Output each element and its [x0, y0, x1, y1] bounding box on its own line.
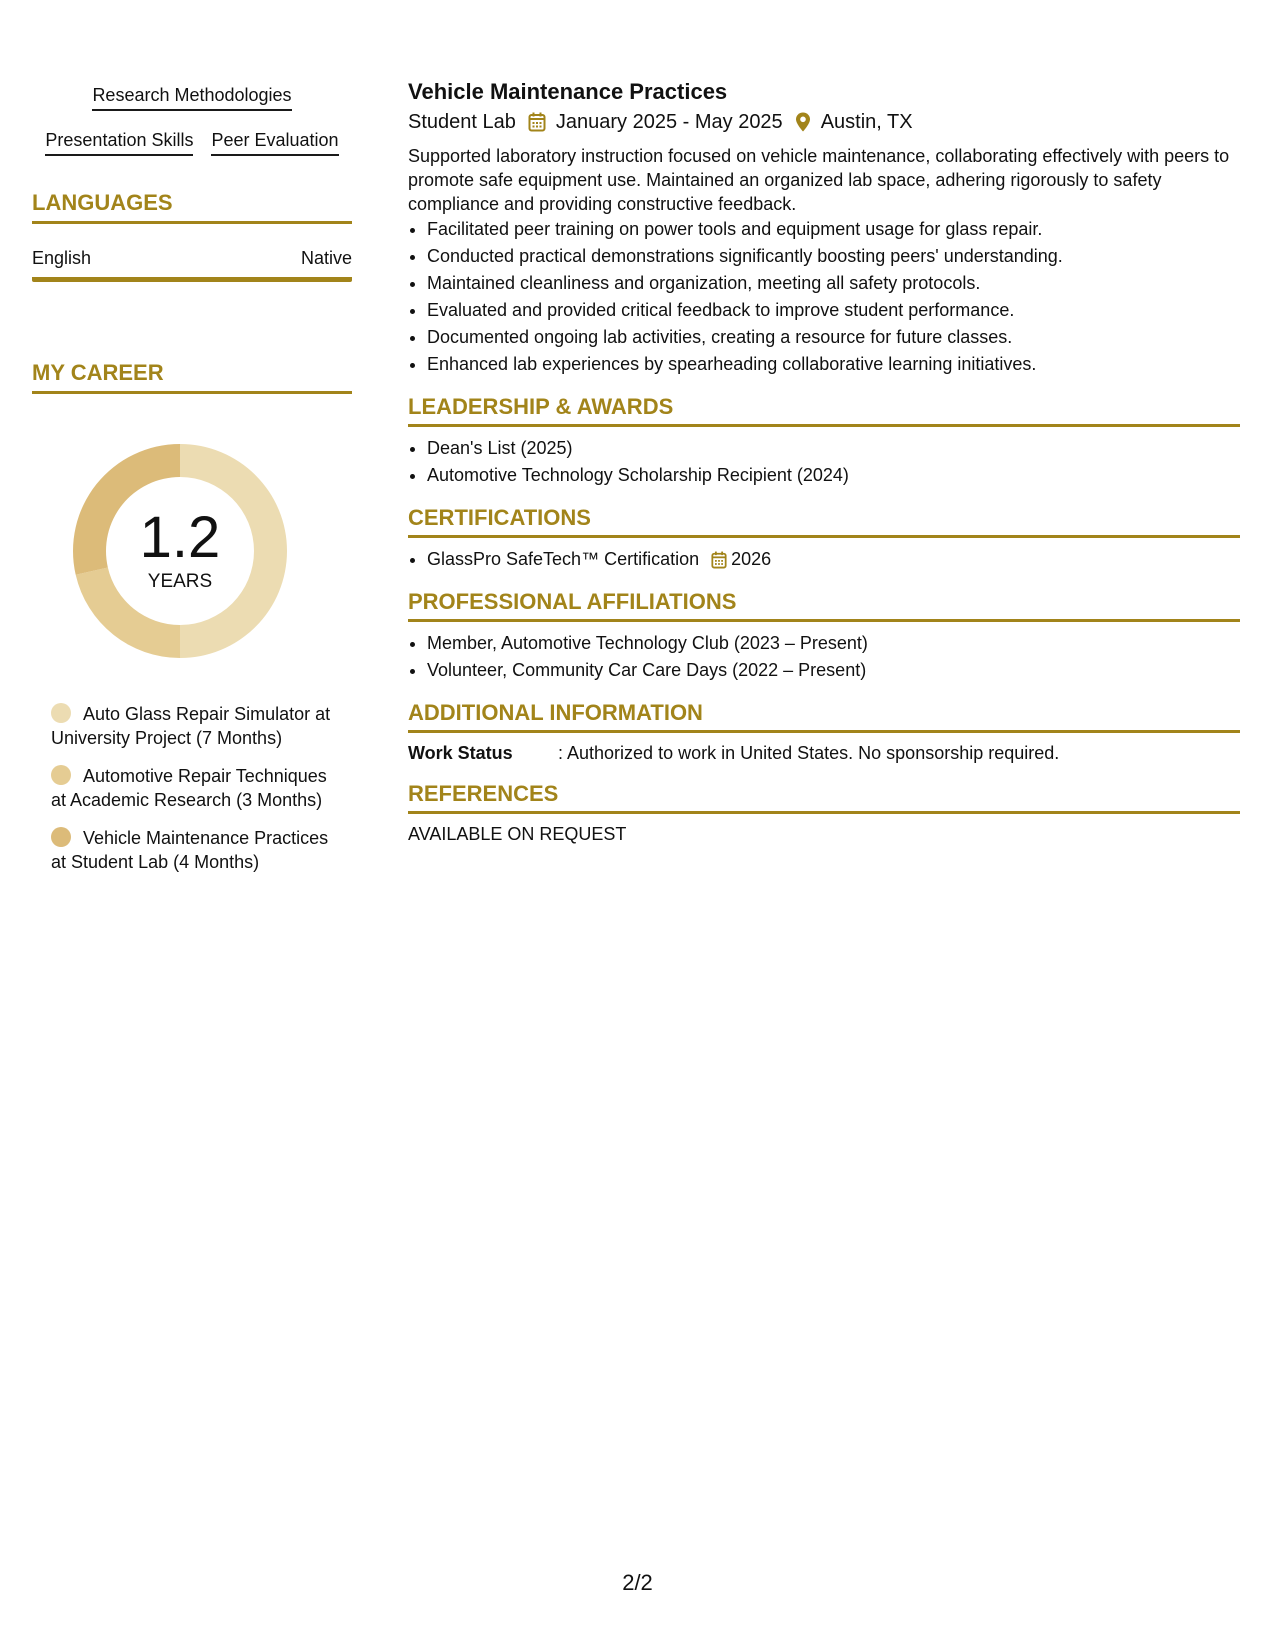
job-location: Austin, TX [820, 111, 913, 133]
references-heading: REFERENCES [408, 781, 1240, 814]
career-heading: MY CAREER [32, 360, 352, 394]
list-item: • Volunteer, Community Car Care Days (2022 – Present) [427, 657, 1240, 684]
skills-list [32, 84, 352, 156]
donut-center [65, 436, 295, 666]
career-total-unit: YEARS [147, 571, 213, 592]
certification-row [427, 546, 771, 573]
additional-info-heading: ADDITIONAL INFORMATION [408, 700, 1240, 733]
job-dates: January 2025 - May 2025 [555, 111, 783, 133]
job-entry [408, 78, 1240, 378]
list-item: • Member, Automotive Technology Club (2023 – Present) [427, 630, 1240, 657]
career-section [32, 360, 352, 874]
job-description: Supported laboratory instruction focused on vehicle maintenance, collaborating effectively with peers to promote safe equipment use. Maintained an organized lab space, adhering rigorously to safety compliance and providing constructive feedback. [408, 146, 1230, 214]
skill-chip: Research Methodologies [92, 84, 291, 111]
calendar-icon [711, 551, 727, 569]
references-text: AVAILABLE ON REQUEST [408, 824, 627, 844]
list-item: • Maintained cleanliness and organization, meeting all safety protocols. [427, 270, 1240, 297]
language-row [32, 224, 352, 282]
main-content [408, 78, 1240, 846]
skill-row [32, 129, 352, 156]
legend-item [51, 702, 331, 750]
certification-name: • GlassPro SafeTech™ Certification [427, 549, 700, 569]
work-status-label: Work Status [408, 743, 513, 763]
certifications-list [408, 546, 1240, 573]
certifications-heading: CERTIFICATIONS [408, 505, 1240, 538]
page-number: 2/2 [622, 1570, 653, 1595]
legend-label: Auto Glass Repair Simulator at University Project (7 Months) [51, 704, 331, 748]
language-name: English [32, 248, 92, 268]
skill-chip: Presentation Skills [45, 129, 193, 156]
location-pin-icon [795, 112, 811, 132]
job-meta [408, 108, 1240, 136]
list-item: • Automotive Technology Scholarship Recipient (2024) [427, 462, 1240, 489]
calendar-icon [528, 112, 546, 132]
career-total-years: 1.2 [139, 505, 221, 570]
list-item: • Documented ongoing lab activities, creating a resource for future classes. [427, 324, 1240, 351]
leadership-heading: LEADERSHIP & AWARDS [408, 394, 1240, 427]
skill-row [32, 84, 352, 111]
job-org: Student Lab [408, 111, 516, 133]
legend-item [51, 826, 331, 874]
affiliations-heading: PROFESSIONAL AFFILIATIONS [408, 589, 1240, 622]
language-level: Native [300, 248, 352, 268]
leadership-list [408, 435, 1240, 489]
career-legend [51, 702, 331, 874]
legend-dot-icon [51, 703, 71, 723]
certification-year: 2026 [731, 549, 772, 569]
career-donut-chart [65, 436, 295, 666]
languages-section [32, 190, 352, 282]
list-item: • Dean's List (2025) [427, 435, 1240, 462]
legend-dot-icon [51, 827, 71, 847]
sidebar [32, 84, 352, 888]
list-item: • Conducted practical demonstrations significantly boosting peers' understanding. [427, 243, 1240, 270]
legend-label: Vehicle Maintenance Practices at Student Lab (4 Months) [51, 828, 329, 872]
job-bullets [408, 216, 1240, 378]
affiliations-list [408, 630, 1240, 684]
list-item: • Enhanced lab experiences by spearheading collaborative learning initiatives. [427, 351, 1240, 378]
languages-heading: LANGUAGES [32, 190, 352, 224]
list-item [427, 546, 1240, 573]
job-title: Vehicle Maintenance Practices [408, 79, 728, 104]
legend-dot-icon [51, 765, 71, 785]
legend-item [51, 764, 331, 812]
legend-label: Automotive Repair Techniques at Academic Research (3 Months) [51, 766, 327, 810]
list-item: • Facilitated peer training on power tools and equipment usage for glass repair. [427, 216, 1240, 243]
skill-chip: Peer Evaluation [211, 129, 338, 156]
list-item: • Evaluated and provided critical feedback to improve student performance. [427, 297, 1240, 324]
work-status-value: : Authorized to work in United States. No sponsorship required. [558, 743, 1060, 763]
work-status-row [408, 741, 1240, 765]
